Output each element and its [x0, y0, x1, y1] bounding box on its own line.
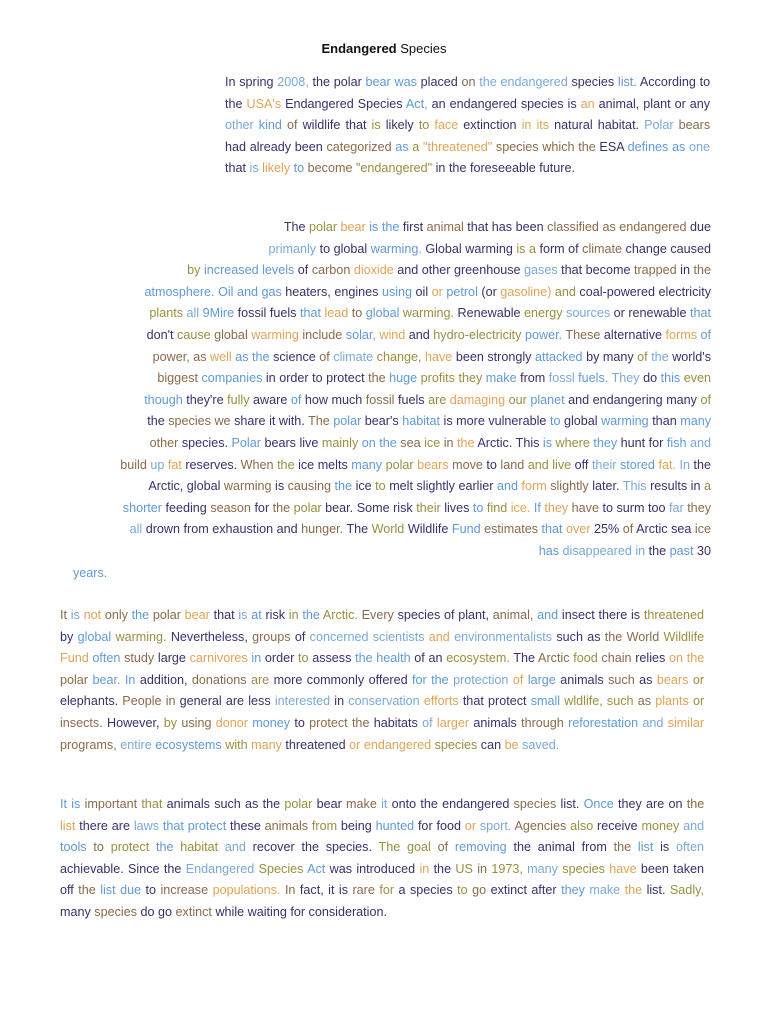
paragraph-2-line: plants all 9Mire fossil fuels that lead to global warming. Renewable energy sources or renewable that — [149, 306, 711, 321]
title-rest: Species — [396, 41, 447, 56]
paragraph-3: It is not only the polar bear that is at risk in the Arctic. Every species of plant, animal, and insect there is threatened by global warming. Nevertheless, groups of concerned scientists and environmentalists such as the World Wildlife Fund often study large carnivores in order to assess the health of an ecosystem. The Arctic food chain relies on the polar bear. In addition, donations are more commonly offered for the protection of large animals such as bears or elephants. People in general are less interested in conservation efforts that protect small wldlife, such as plants or insects. However, by using donor money to protect the habitats of larger animals through reforestation and similar programs, entire ecosystems with many threatened or endangered species can be saved. — [60, 608, 705, 752]
paragraph-2-line: by increased levels of carbon dioxide and other greenhouse gases that become trapped in the — [187, 263, 711, 278]
paragraph-2-line: atmosphere. Oil and gas heaters, engines using oil or petrol (or gasoline) and coal-powered electricity — [144, 284, 711, 299]
paragraph-2-line: has disappeared in the past 30 — [538, 543, 711, 558]
paragraph-2-line: Arctic, global warming is causing the ice to melt slightly earlier and form slightly later. This results in a — [148, 479, 711, 494]
paragraph-1: In spring 2008, the polar bear was placed on the endangered species list. According to the USA's Endangered Species Act, an endangered species is an animal, plant or any other kind of wildlife that is likely to face extinction in its natural habitat. Polar bears had already been categorized as a "threatened" species which the ESA defines as one that is likely to become "endangered" in the foreseeable future. — [225, 75, 711, 176]
paragraph-4: It is important that animals such as the polar bear make it onto the endangered species list. Once they are on the list there are laws that protect these animals from being hunted for food or sport. Agencies also receive money and tools to protect the habitat and recover the species. The goal of removing the animal from the list is often achievable. Since the Endangered Species Act was introduced in the US in 1973, many species have been taken off the list due to increase populations. In fact, it is rare for a species to go extinct after they make the list. Sadly, many species do go extinct while waiting for consideration. — [60, 797, 705, 919]
paragraph-2-line: the species we share it with. The polar bear's habitat is more vulnerable to global warming than many — [147, 414, 711, 429]
paragraph-2 — [60, 217, 711, 584]
paragraph-2-line: shorter feeding season for the polar bear. Some risk their lives to find ice. If they have to surm too far they — [122, 500, 711, 515]
paragraph-2-line: all drown from exhaustion and hunger. The World Wildlife Fund estimates that over 25% of Arctic sea ice — [129, 522, 711, 537]
paragraph-2-line: biggest companies in order to protect the huge profits they make from fossl fuels. They do this even — [157, 371, 711, 386]
paragraph-2-line: years. — [73, 565, 108, 580]
paragraph-2-line: build up fat reserves. When the ice melts many polar bears move to land and live off their stored fat. In the — [120, 457, 711, 472]
title-bold: Endangered — [321, 41, 397, 56]
document-title — [0, 41, 768, 56]
paragraph-2-line: though they're fully aware of how much fossil fuels are damaging our planet and endangering many of — [144, 392, 711, 407]
paragraph-2-line: primanly to global warming. Global warming is a form of climate change caused — [268, 241, 711, 256]
paragraph-2-line: power, as well as the science of climate change, have been strongly attacked by many of the world's — [152, 349, 711, 364]
paragraph-2-line: other species. Polar bears live mainly on the sea ice in the Arctic. This is where they hunt for fish and — [149, 435, 711, 450]
paragraph-2-line: The polar bear is the first animal that has been classified as endangered due — [283, 220, 711, 234]
paragraph-2-line: don't cause global warming include solar, wind and hydro-electricity power. These alternative forms of — [146, 327, 711, 342]
